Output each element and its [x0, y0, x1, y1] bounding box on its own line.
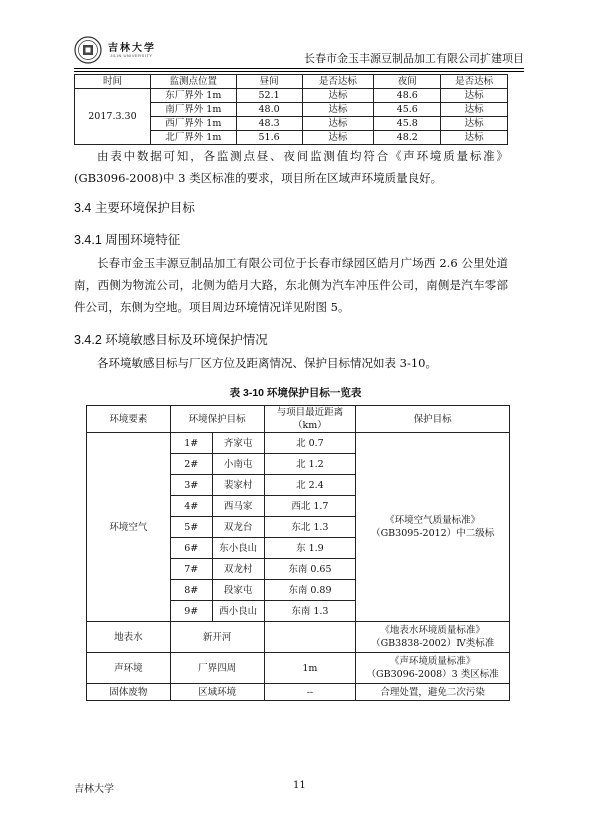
- university-seal-icon: [74, 36, 102, 64]
- site-number: 9#: [170, 601, 212, 622]
- table-cell: 45.6: [374, 103, 441, 117]
- air-standard-cell: [356, 433, 510, 622]
- sound-standard-cell: [356, 653, 510, 684]
- section-heading-3-4-1: 3.4.1 周围环境特征: [74, 233, 181, 247]
- site-name: 西小良山: [212, 601, 264, 622]
- solid-label-cell: 固体废物: [87, 684, 171, 701]
- site-distance: 北 1.2: [264, 454, 356, 475]
- table-cell: 48.0: [236, 103, 302, 117]
- table-row: [87, 684, 510, 701]
- standard-line: （GB3838-2002）Ⅳ类标准: [371, 638, 495, 649]
- date-cell: 2017.3.30: [75, 89, 151, 145]
- table-cell: 51.6: [236, 131, 302, 145]
- header-cell: 是否达标: [302, 75, 374, 89]
- site-distance: 北 0.7: [264, 433, 356, 454]
- sound-distance-cell: 1m: [264, 653, 356, 684]
- header-cell: 昼间: [236, 75, 302, 89]
- table-header-row: [87, 406, 510, 433]
- site-name: 段家屯: [212, 580, 264, 601]
- header-cell: 是否达标: [441, 75, 508, 89]
- header-cell: 与项目最近距离（km）: [264, 406, 356, 433]
- page-number: 11: [293, 780, 306, 791]
- site-distance: 东南 0.65: [264, 559, 356, 580]
- site-number: 6#: [170, 538, 212, 559]
- table-cell: 达标: [302, 131, 374, 145]
- sound-target-cell: 厂界四周: [170, 653, 264, 684]
- solid-target-cell: 区域环境: [170, 684, 264, 701]
- site-name: 东小良山: [212, 538, 264, 559]
- header-rule-thin: [74, 71, 524, 72]
- standard-line: 《环境空气质量标准》: [385, 515, 481, 526]
- header-cell: 监测点位置: [150, 75, 236, 89]
- site-distance: 东北 1.3: [264, 517, 356, 538]
- site-distance: 东南 0.89: [264, 580, 356, 601]
- header-cell: 环境要素: [87, 406, 171, 433]
- table-cell: 达标: [441, 117, 508, 131]
- standard-line: 《地表水环境质量标准》: [380, 625, 485, 636]
- noise-monitoring-table: [74, 74, 508, 145]
- table-cell: 48.6: [374, 89, 441, 103]
- table-cell: 达标: [302, 117, 374, 131]
- site-number: 7#: [170, 559, 212, 580]
- site-number: 4#: [170, 496, 212, 517]
- site-name: 小南屯: [212, 454, 264, 475]
- site-name: 裴家村: [212, 475, 264, 496]
- water-target-cell: 新开河: [170, 622, 264, 653]
- table-cell: 52.1: [236, 89, 302, 103]
- table-cell: 达标: [441, 131, 508, 145]
- site-distance: 西北 1.7: [264, 496, 356, 517]
- page-header: [74, 36, 524, 68]
- site-name: 双龙村: [212, 559, 264, 580]
- site-distance: 北 2.4: [264, 475, 356, 496]
- section-heading-3-4-2: 3.4.2 环境敏感目标及环境保护情况: [74, 333, 268, 347]
- table-cell: 达标: [441, 89, 508, 103]
- footer-school: 吉林大学: [74, 784, 114, 795]
- site-name: 齐家屯: [212, 433, 264, 454]
- table-cell: 西厂界外 1m: [150, 117, 236, 131]
- paragraph-table-intro: 各环境敏感目标与厂区方位及距离情况、保护目标情况如表 3-10。: [97, 356, 437, 370]
- table-cell: 48.2: [374, 131, 441, 145]
- header-cell: 时间: [75, 75, 151, 89]
- site-number: 2#: [170, 454, 212, 475]
- project-title: 长春市金玉丰源豆制品加工有限公司扩建项目: [304, 53, 524, 65]
- protection-targets-table: [86, 405, 510, 701]
- water-label-cell: 地表水: [87, 622, 171, 653]
- header-cell: 夜间: [374, 75, 441, 89]
- solid-distance-cell: --: [264, 684, 356, 701]
- standard-line: （GB3095-2012）中二级标: [371, 528, 495, 539]
- air-label-cell: 环境空气: [87, 433, 171, 622]
- table-cell: 南厂界外 1m: [150, 103, 236, 117]
- site-name: 双龙台: [212, 517, 264, 538]
- table-cell: 达标: [302, 103, 374, 117]
- standard-line: （GB3096-2008）3 类区标准: [366, 669, 499, 680]
- site-distance: 东南 1.3: [264, 601, 356, 622]
- logo-text: 吉林大学: [108, 43, 156, 54]
- water-standard-cell: [356, 622, 510, 653]
- table-cell: 北厂界外 1m: [150, 131, 236, 145]
- logo-subtext: JILIN UNIVERSITY: [110, 53, 153, 58]
- table-cell: 达标: [302, 89, 374, 103]
- table-cell: 48.3: [236, 117, 302, 131]
- standard-line: 《声环境质量标准》: [389, 656, 476, 667]
- header-rule: [74, 68, 524, 69]
- site-name: 西马家: [212, 496, 264, 517]
- header-cell: 环境保护目标: [170, 406, 264, 433]
- table-cell: 东厂界外 1m: [150, 89, 236, 103]
- paragraph-surroundings: 长春市金玉丰源豆制品加工有限公司位于长春市绿园区皓月广场西 2.6 公里处道南，西侧为物流公司，北侧为皓月大路，东北侧为汽车冲压件公司，南侧是汽车零部件公司，东侧为空地。项目周边环境情况详见附图 5。: [74, 256, 508, 314]
- paragraph-noise-conclusion: 由表中数据可知，各监测点昼、夜间监测值均符合《声环境质量标准》(GB3096-2008)中 3 类区标准的要求，项目所在区域声环境质量良好。: [74, 149, 508, 185]
- solid-standard-cell: 合理处置，避免二次污染: [356, 684, 510, 701]
- water-distance-cell: [264, 622, 356, 653]
- sound-label-cell: 声环境: [87, 653, 171, 684]
- site-number: 3#: [170, 475, 212, 496]
- table-row: [87, 653, 510, 684]
- table-header-row: [75, 75, 508, 89]
- header-cell: 保护目标: [356, 406, 510, 433]
- site-distance: 东 1.9: [264, 538, 356, 559]
- section-heading-3-4: 3.4 主要环境保护目标: [74, 201, 195, 215]
- table-row: [87, 622, 510, 653]
- site-number: 5#: [170, 517, 212, 538]
- table-cell: 45.8: [374, 117, 441, 131]
- site-number: 8#: [170, 580, 212, 601]
- table-row: [87, 433, 510, 454]
- site-number: 1#: [170, 433, 212, 454]
- table-cell: 达标: [441, 103, 508, 117]
- table-caption: 表 3-10 环境保护目标一览表: [229, 387, 362, 399]
- table-row: [75, 89, 508, 103]
